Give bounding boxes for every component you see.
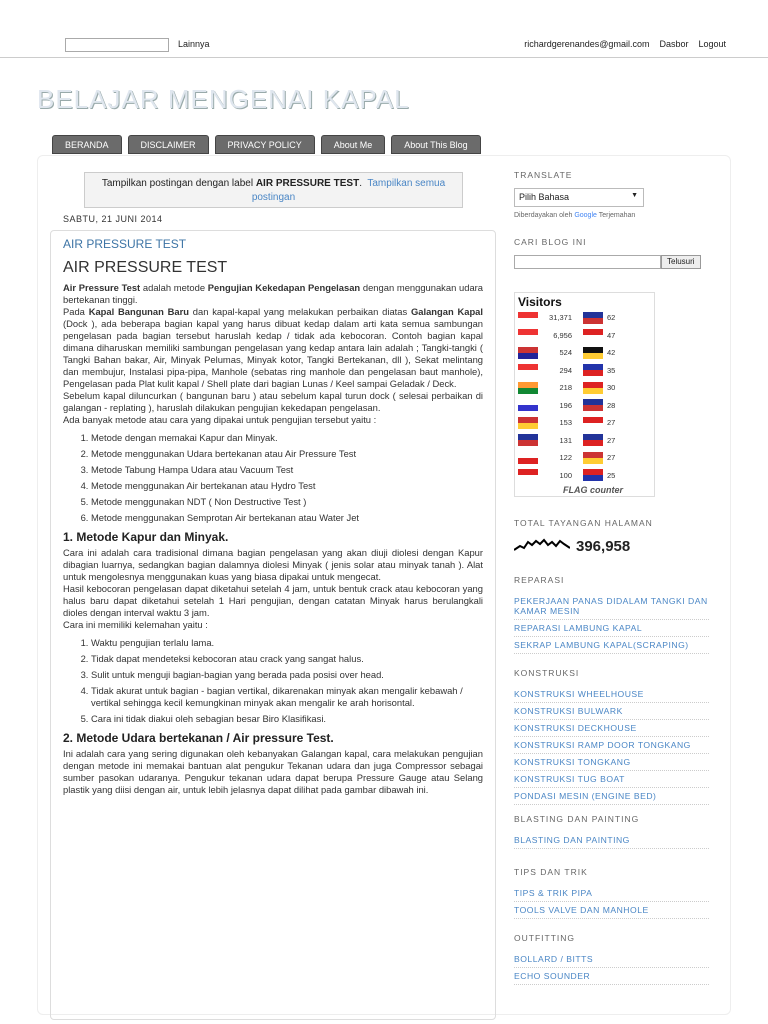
list-item: 4. Tidak akurat untuk bagian - bagian vertikal, dikarenakan minyak akan mengalir kebawah / vertikal sehingga kecil kemungkinan minyak akan mengalir ke arah horisontal.: [91, 685, 483, 709]
list-item: 3. Metode Tabung Hampa Udara atau Vacuum Test: [91, 464, 483, 476]
sidebar: [514, 170, 709, 269]
label-link[interactable]: KONSTRUKSI DECKHOUSE: [514, 720, 709, 737]
tab-about-me[interactable]: About Me: [321, 135, 386, 154]
country-flag-icon: [583, 347, 603, 359]
visitor-count: 31,371: [549, 313, 572, 322]
visitor-count: 27: [607, 418, 616, 427]
visitor-count: 294: [559, 365, 572, 375]
visitor-count: 524: [559, 348, 572, 357]
flag-counter-row: [583, 467, 637, 484]
label-section: [514, 668, 709, 805]
country-flag-icon: [583, 382, 603, 394]
label-link[interactable]: PEKERJAAN PANAS DIDALAM TANGKI DAN KAMAR MESIN: [514, 593, 709, 620]
country-flag-icon: [518, 469, 538, 481]
country-flag-icon: [518, 364, 538, 376]
google-translate-credit: Diberdayakan oleh Google Terjemahan: [514, 212, 636, 219]
label-note-prefix: Tampilkan postingan dengan label: [101, 178, 256, 189]
flag-counter-row: [583, 449, 637, 466]
flag-counter-row: [518, 379, 572, 396]
chevron-down-icon: ▼: [631, 192, 638, 199]
flag-counter-row: [583, 397, 637, 414]
flag-counter-row: [583, 362, 637, 379]
visitor-count: 25: [607, 470, 616, 480]
label-link[interactable]: KONSTRUKSI RAMP DOOR TONGKANG: [514, 737, 709, 754]
list-item: 2. Tidak dapat mendeteksi kebocoran atau crack yang sangat halus.: [91, 653, 483, 665]
list-item: 5. Cara ini tidak diakui oleh sebagian besar Biro Klasifikasi.: [91, 713, 483, 725]
list-item: 3. Sulit untuk menguji bagian-bagian yang berada pada posisi over head.: [91, 669, 483, 681]
post-date: SABTU, 21 JUNI 2014: [63, 214, 163, 224]
visitor-count: 27: [607, 435, 616, 445]
flag-counter-row: [583, 379, 637, 396]
translate-heading: TRANSLATE: [514, 170, 573, 180]
blog-search: [514, 255, 709, 269]
label-link[interactable]: PONDASI MESIN (ENGINE BED): [514, 788, 709, 805]
country-flag-icon: [583, 399, 603, 411]
label-section-heading: REPARASI: [514, 575, 565, 585]
flag-counter-row: [583, 344, 637, 361]
weakness-list: [63, 637, 483, 725]
label-link[interactable]: BOLLARD / BITTS: [514, 951, 709, 968]
label-section: [514, 814, 709, 849]
label-filter-notice: [84, 172, 463, 208]
country-flag-icon: [518, 434, 538, 446]
label-link[interactable]: TIPS & TRIK PIPA: [514, 885, 709, 902]
country-flag-icon: [583, 452, 603, 464]
flag-counter-logo: FLAG counter: [563, 485, 623, 495]
search-button[interactable]: Telusuri: [661, 255, 701, 269]
post-paragraph: Ini adalah cara yang sering digunakan oleh kebanyakan Galangan kapal, cara melakukan pengujian dengan metode ini memakai bantuan alat pengukur Tekanan udara dan juga Compressor sebagai sumber pasokan udaranya. Pengukur tekanan udara dapat berupa Pressure Gauge atau Selang plastik yang diisi dengan air, untuk lebih jelasnya dapat dilihat pada gambar dibawah ini.: [63, 748, 483, 795]
visitor-count: 122: [559, 453, 572, 462]
flag-counter-title: Visitors: [518, 295, 562, 309]
country-flag-icon: [583, 329, 603, 341]
post-paragraph: Ada banyak metode atau cara yang dipakai untuk pengujian tersebut yaitu :: [63, 414, 377, 425]
show-all-posts-link[interactable]: Tampilkan semua postingan: [251, 178, 446, 203]
country-flag-icon: [583, 417, 603, 429]
label-link[interactable]: KONSTRUKSI WHEELHOUSE: [514, 686, 709, 703]
label-link[interactable]: SEKRAP LAMBUNG KAPAL(SCRAPING): [514, 637, 709, 654]
post-heading: AIR PRESSURE TEST: [63, 259, 228, 276]
pageviews-heading: TOTAL TAYANGAN HALAMAN: [514, 518, 653, 528]
pageviews-widget: [514, 518, 709, 556]
methods-list: [63, 432, 483, 524]
label-link[interactable]: KONSTRUKSI TONGKANG: [514, 754, 709, 771]
flag-counter-row: [518, 432, 572, 449]
country-flag-icon: [518, 417, 538, 429]
page-tabs: [52, 135, 481, 154]
label-link[interactable]: BLASTING DAN PAINTING: [514, 832, 709, 849]
section-heading: 2. Metode Udara bertekanan / Air pressure Test.: [63, 731, 334, 745]
post-title-link[interactable]: AIR PRESSURE TEST: [63, 237, 187, 251]
flag-counter-row: [583, 414, 637, 431]
list-item: 1. Waktu pengujian terlalu lama.: [91, 637, 483, 649]
label-note-suffix: .: [359, 178, 362, 189]
visitor-count: 153: [559, 418, 572, 427]
flag-counter-row: [583, 309, 637, 326]
label-link[interactable]: REPARASI LAMBUNG KAPAL: [514, 620, 709, 637]
tab-beranda[interactable]: BERANDA: [52, 135, 122, 154]
blog-title[interactable]: BELAJAR MENGENAI KAPAL: [37, 84, 410, 114]
flag-counter-row: [518, 309, 572, 326]
google-logo[interactable]: Google: [574, 212, 597, 219]
label-section: [514, 933, 709, 985]
language-select-value: Pilih Bahasa: [519, 192, 570, 202]
navbar-user-links: [524, 39, 726, 49]
country-flag-icon: [583, 312, 603, 324]
visitor-count: 62: [607, 313, 616, 322]
country-flag-icon: [518, 452, 538, 464]
logout-link[interactable]: Logout: [698, 39, 726, 49]
tab-about-this-blog[interactable]: About This Blog: [391, 135, 480, 154]
country-flag-icon: [518, 382, 538, 394]
post-paragraph: Sebelum kapal diluncurkan ( bangunan baru ) atau sebelum kapal turun dock ( selesai perbaikan di galangan - replating ), haruslah dilakukan pengujian kekedapan pengelasan.: [63, 390, 483, 413]
tab-privacy-policy[interactable]: PRIVACY POLICY: [215, 135, 315, 154]
visitor-count: 6,956: [553, 330, 572, 340]
post-paragraph: Air Pressure Test adalah metode Pengujian Kekedapan Pengelasan dengan menggunakan udara bertekanan tinggi.: [63, 282, 484, 305]
flag-counter-row: [518, 327, 572, 344]
country-flag-icon: [518, 347, 538, 359]
list-item: 4. Metode menggunakan Air bertekanan atau Hydro Test: [91, 480, 483, 492]
translate-link[interactable]: Terjemahan: [596, 212, 636, 219]
post-paragraph: Cara ini memiliki kelemahan yaitu :: [63, 619, 208, 630]
post-paragraph: Hasil kebocoran pengelasan dapat diketahui setelah 4 jam, untuk bentuk crack atau kebocoran yang halus baru dapat diketahui setelah 1 Hari pengujian, dengan catatan Minyak harus berulangkali dioles dengan interval waktu 3 jam.: [63, 583, 483, 618]
label-link[interactable]: KONSTRUKSI TUG BOAT: [514, 771, 709, 788]
visitor-count: 27: [607, 453, 616, 462]
label-section-heading: OUTFITTING: [514, 933, 575, 943]
flag-counter-row: [518, 449, 572, 466]
label-section-heading: KONSTRUKSI: [514, 668, 580, 678]
visitor-count: 28: [607, 400, 616, 410]
flag-counter-row: [518, 362, 572, 379]
visitor-count: 196: [559, 400, 572, 410]
search-heading: CARI BLOG INI: [514, 237, 587, 247]
post: [50, 230, 496, 1020]
section-heading: 1. Metode Kapur dan Minyak.: [63, 530, 229, 544]
flag-counter-row: [583, 327, 637, 344]
label-section-heading: BLASTING DAN PAINTING: [514, 814, 640, 824]
dashboard-link[interactable]: Dasbor: [659, 39, 689, 49]
label-link[interactable]: TOOLS VALVE DAN MANHOLE: [514, 902, 709, 919]
list-item: 1. Metode dengan memakai Kapur dan Minyak.: [91, 432, 483, 444]
flag-counter-row: [583, 432, 637, 449]
country-flag-icon: [583, 469, 603, 481]
flag-counter-row: [518, 467, 572, 484]
navbar-search-input[interactable]: [65, 38, 169, 52]
visitor-count: 218: [559, 383, 572, 392]
country-flag-icon: [583, 434, 603, 446]
tab-disclaimer[interactable]: DISCLAIMER: [128, 135, 209, 154]
flag-counter-row: [518, 414, 572, 431]
blog-search-input[interactable]: [514, 255, 661, 269]
navbar: [0, 0, 768, 58]
visitor-count: 131: [559, 435, 572, 445]
list-item: 6. Metode menggunakan Semprotan Air bertekanan atau Water Jet: [91, 512, 483, 524]
user-email[interactable]: richardgerenandes@gmail.com: [524, 39, 650, 49]
label-section: [514, 575, 709, 654]
visitor-count: 35: [607, 365, 616, 375]
visitor-count: 42: [607, 348, 616, 357]
flag-counter-row: [518, 344, 572, 361]
country-flag-icon: [518, 329, 538, 341]
country-flag-icon: [583, 364, 603, 376]
label-section-heading: TIPS DAN TRIK: [514, 867, 588, 877]
visitor-count: 30: [607, 383, 616, 392]
visitor-count: 100: [559, 470, 572, 480]
list-item: 2. Metode menggunakan Udara bertekanan atau Air Pressure Test: [91, 448, 483, 460]
flag-counter-row: [518, 397, 572, 414]
post-paragraph: Cara ini adalah cara tradisional dimana bagian pengelasan yang akan diuji diolesi dengan Kapur dibagian luarnya, sedangkan bagian dalamnya diolesi Minyak ( jenis solar atau minyak tanah ). Alat untuk mengolesnya menggunakan kuas yang biasa dipakai untuk mengecat.: [63, 547, 483, 582]
label-section: [514, 867, 709, 919]
post-paragraph: Pada Kapal Bangunan Baru dan kapal-kapal yang melakukan perbaikan diatas Galangan Kapal (Dock ), ada beberapa bagian kapal yang harus dibuat kedap dalam arti kata semua sambungan pengelasan pada bagian tersebut haruslah kedap / tidak ada kebocoran. Contoh bagian kapal dimana diharuskan memiliki sambungan pengelasan yang kedap antara lain adalah ; Tangki-tangki ( Tangki Bahan bakar, Air, Minyak Pelumas, Minyak kotor, Tangki Bertekanan, dll ), Sekat melintang dan membujur, Instalasi pipa-pipa, Manhole (sebatas ring manhole dan pengelasan baut manhole), Pengelasan pada Plat kulit kapal / Shell plate dari bagian Lunas / Keel sampai Geladak / Deck.: [63, 306, 483, 389]
label-link[interactable]: KONSTRUKSI BULWARK: [514, 703, 709, 720]
label-link[interactable]: ECHO SOUNDER: [514, 968, 709, 985]
sparkline-icon: [514, 536, 570, 556]
label-note-label: AIR PRESSURE TEST: [255, 178, 360, 189]
country-flag-icon: [518, 312, 538, 324]
more-link[interactable]: Lainnya: [178, 39, 210, 49]
list-item: 5. Metode menggunakan NDT ( Non Destructive Test ): [91, 496, 483, 508]
pageviews-count: 396,958: [576, 537, 631, 555]
country-flag-icon: [518, 399, 538, 411]
visitor-count: 47: [607, 330, 616, 340]
language-select[interactable]: [514, 188, 644, 207]
flag-counter-widget[interactable]: [514, 292, 655, 497]
